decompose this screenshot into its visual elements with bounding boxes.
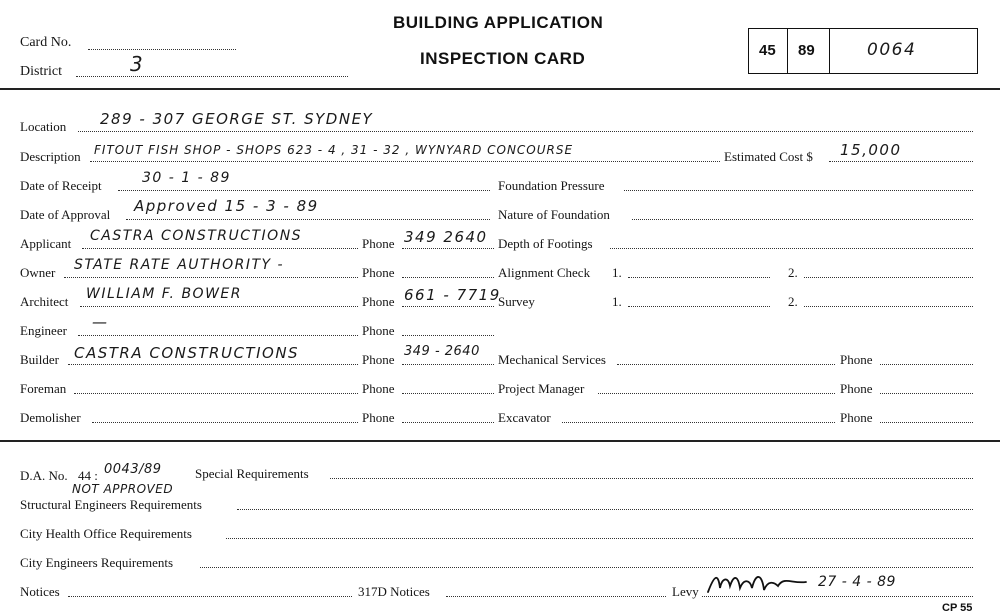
location-value: 289 - 307 GEORGE ST. SYDNEY xyxy=(100,110,374,128)
alignment-line-2 xyxy=(804,277,973,278)
depth-of-footings-line xyxy=(610,248,973,249)
applicant-phone-label: Phone xyxy=(362,236,395,251)
owner-label: Owner xyxy=(20,265,56,280)
applicant-value: CASTRA CONSTRUCTIONS xyxy=(90,228,303,244)
builder-value: CASTRA CONSTRUCTIONS xyxy=(74,344,300,362)
engineer-phone-label: Phone xyxy=(362,323,395,338)
engineer-value: — xyxy=(92,313,109,331)
project-manager-line xyxy=(598,393,835,394)
excavator-line xyxy=(562,422,835,423)
demolisher-phone-label: Phone xyxy=(362,410,395,425)
file-number-box xyxy=(748,28,978,74)
form-code: CP 55 xyxy=(942,602,973,614)
applicant-label: Applicant xyxy=(20,236,72,251)
mechanical-phone-line xyxy=(880,364,973,365)
nature-of-foundation-line xyxy=(632,219,973,220)
demolisher-line xyxy=(92,422,358,423)
levy-signature xyxy=(706,570,810,601)
architect-label: Architect xyxy=(20,294,69,309)
alignment-check-label: Alignment Check xyxy=(498,265,591,280)
levy-label: Levy xyxy=(672,584,699,599)
special-requirements-line xyxy=(330,478,973,479)
city-engineers-line xyxy=(200,567,973,568)
survey-line-2 xyxy=(804,306,973,307)
district-line xyxy=(76,76,348,77)
district-value: 3 xyxy=(130,52,145,76)
alignment-item-2: 2. xyxy=(788,265,798,280)
city-health-label: City Health Office Requirements xyxy=(20,526,192,541)
date-of-receipt-line xyxy=(118,190,490,191)
builder-line xyxy=(68,364,358,365)
owner-phone-label: Phone xyxy=(362,265,395,280)
survey-label: Survey xyxy=(498,294,535,309)
survey-line-1 xyxy=(628,306,770,307)
foreman-line xyxy=(74,393,358,394)
owner-line xyxy=(64,277,358,278)
architect-line xyxy=(80,306,358,307)
depth-of-footings-label: Depth of Footings xyxy=(498,236,593,251)
demolisher-label: Demolisher xyxy=(20,410,81,425)
location-line xyxy=(78,131,973,132)
city-engineers-label: City Engineers Requirements xyxy=(20,555,174,570)
date-of-receipt-label: Date of Receipt xyxy=(20,178,102,193)
structural-engineers-label: Structural Engineers Requirements xyxy=(20,497,202,512)
project-manager-label: Project Manager xyxy=(498,381,585,396)
survey-item-2: 2. xyxy=(788,294,798,309)
demolisher-phone-line xyxy=(402,422,494,423)
date-of-approval-label: Date of Approval xyxy=(20,207,111,222)
form-title-line1: BUILDING APPLICATION xyxy=(393,13,604,32)
notices-line xyxy=(68,596,352,597)
builder-phone-line xyxy=(402,364,494,365)
applicant-line xyxy=(82,248,358,249)
foreman-phone-line xyxy=(402,393,494,394)
district-label: District xyxy=(20,64,62,79)
foundation-pressure-line xyxy=(624,190,973,191)
da-no-label: D.A. No. xyxy=(20,468,68,483)
builder-phone-value: 349 - 2640 xyxy=(404,344,480,359)
box-value-2: 89 xyxy=(798,42,815,59)
box-value-3: 0064 xyxy=(867,40,917,60)
city-health-line xyxy=(226,538,973,539)
excavator-phone-line xyxy=(880,422,973,423)
description-line xyxy=(90,161,720,162)
mechanical-phone-label: Phone xyxy=(840,352,873,367)
excavator-label: Excavator xyxy=(498,410,551,425)
foundation-pressure-label: Foundation Pressure xyxy=(498,178,605,193)
box-value-1: 45 xyxy=(759,42,776,59)
project-manager-phone-line xyxy=(880,393,973,394)
description-label: Description xyxy=(20,149,81,164)
applicant-phone-line xyxy=(402,248,494,249)
applicant-phone-value: 349 2640 xyxy=(404,228,488,246)
builder-label: Builder xyxy=(20,352,59,367)
engineer-phone-line xyxy=(402,335,494,336)
card-no-label: Card No. xyxy=(20,35,72,50)
divider-middle xyxy=(0,440,1000,442)
mechanical-services-line xyxy=(617,364,835,365)
survey-item-1: 1. xyxy=(612,294,622,309)
special-requirements-label: Special Requirements xyxy=(195,466,309,481)
box-divider xyxy=(829,29,830,73)
notices-317d-label: 317D Notices xyxy=(358,584,430,599)
levy-date: 27 - 4 - 89 xyxy=(818,574,896,590)
alignment-line-1 xyxy=(628,277,770,278)
date-of-approval-line xyxy=(126,219,490,220)
structural-engineers-line xyxy=(237,509,973,510)
da-no-value: 44 : xyxy=(78,468,98,483)
card-no-line xyxy=(88,49,236,50)
box-divider xyxy=(787,29,788,73)
estimated-cost-value: 15,000 xyxy=(840,141,902,159)
owner-value: STATE RATE AUTHORITY - xyxy=(74,257,285,273)
architect-phone-label: Phone xyxy=(362,294,395,309)
alignment-item-1: 1. xyxy=(612,265,622,280)
estimated-cost-label: Estimated Cost $ xyxy=(724,149,813,164)
excavator-phone-label: Phone xyxy=(840,410,873,425)
foreman-phone-label: Phone xyxy=(362,381,395,396)
architect-value: WILLIAM F. BOWER xyxy=(86,286,242,302)
notices-label: Notices xyxy=(20,584,60,599)
description-value: FITOUT FISH SHOP - SHOPS 623 - 4 , 31 - 32 , WYNYARD CONCOURSE xyxy=(94,143,574,157)
not-approved-note: NOT APPROVED xyxy=(72,482,174,496)
owner-phone-line xyxy=(402,277,494,278)
mechanical-services-label: Mechanical Services xyxy=(498,352,606,367)
divider-top xyxy=(0,88,1000,90)
project-manager-phone-label: Phone xyxy=(840,381,873,396)
estimated-cost-line xyxy=(829,161,973,162)
da-no-handwritten: 0043/89 xyxy=(104,462,162,477)
engineer-label: Engineer xyxy=(20,323,67,338)
architect-phone-value: 661 - 7719 xyxy=(404,286,501,304)
location-label: Location xyxy=(20,119,67,134)
notices-317d-line xyxy=(446,596,666,597)
form-title-line2: INSPECTION CARD xyxy=(420,49,586,68)
date-of-approval-value: Approved 15 - 3 - 89 xyxy=(134,197,319,215)
architect-phone-line xyxy=(402,306,494,307)
foreman-label: Foreman xyxy=(20,381,67,396)
nature-of-foundation-label: Nature of Foundation xyxy=(498,207,610,222)
builder-phone-label: Phone xyxy=(362,352,395,367)
date-of-receipt-value: 30 - 1 - 89 xyxy=(142,170,231,186)
engineer-line xyxy=(78,335,358,336)
